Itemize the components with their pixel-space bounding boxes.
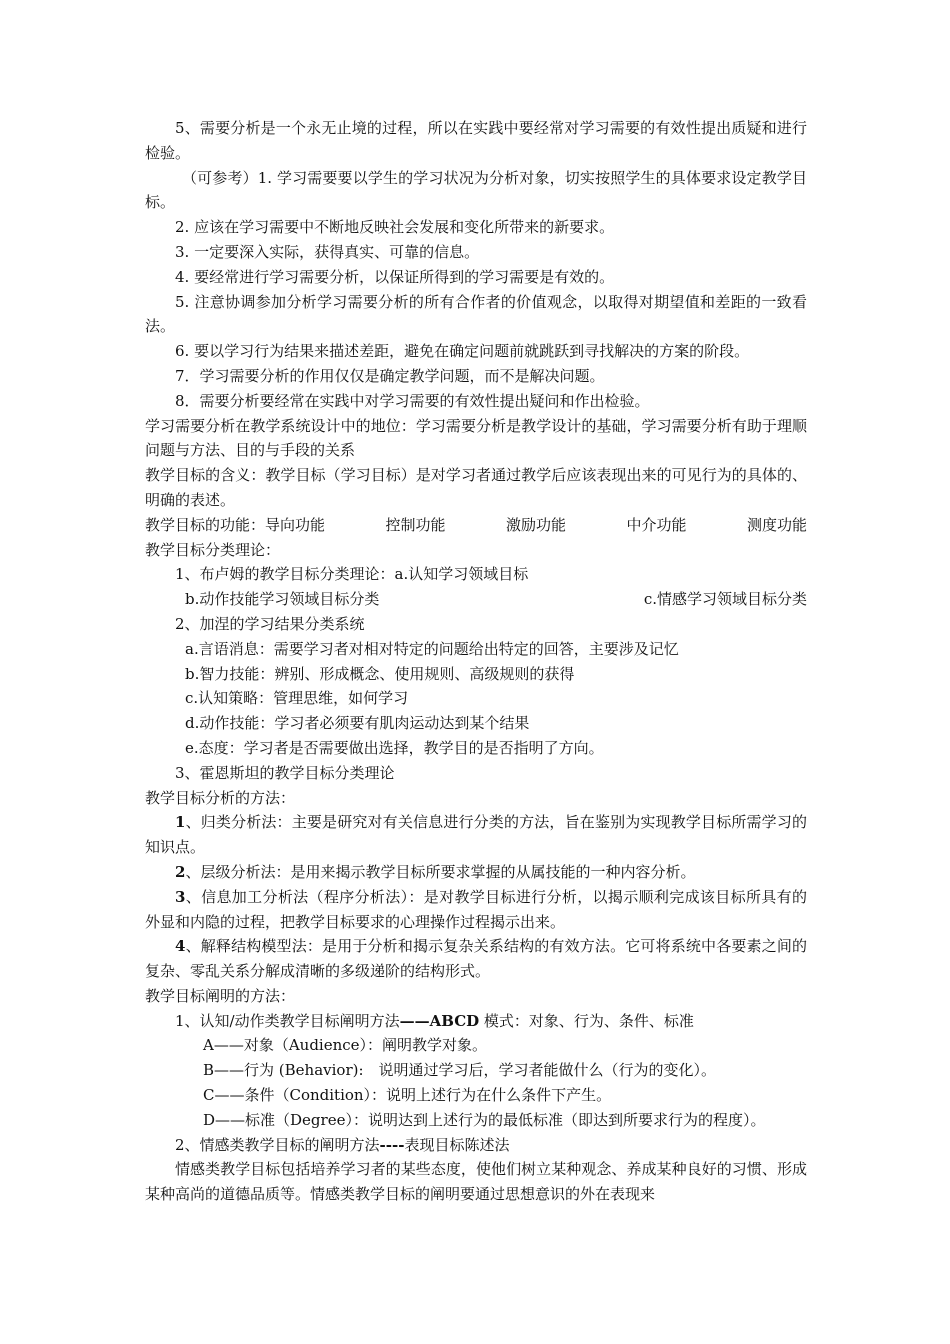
- list-item: d.动作技能：学习者必须要有肌肉运动达到某个结果: [185, 714, 530, 733]
- list-item: B——行为 (Behavior): 说明通过学习后，学习者能做什么（行为的变化）。: [203, 1061, 717, 1080]
- paragraph: 3. 一定要深入实际，获得真实、可靠的信息。: [175, 242, 480, 261]
- list-item: A——对象（Audience）：阐明教学对象。: [203, 1036, 488, 1055]
- bloom-subitems: [145, 587, 807, 612]
- method-number: 4: [175, 937, 186, 956]
- function-item: 中介功能: [626, 515, 687, 534]
- list-item: c.情感学习领域目标分类: [643, 590, 807, 609]
- list-item: b.动作技能学习领域目标分类: [185, 590, 380, 609]
- paragraph: 6. 要以学习行为结果来描述差距，避免在确定问题前就跳跃到寻找解决的方案的阶段。: [175, 342, 750, 361]
- document-body: [145, 116, 807, 1207]
- list-item: a.言语消息：需要学习者对相对特定的问题给出特定的回答，主要涉及记忆: [185, 639, 679, 658]
- paragraph: 学习需要分析在教学系统设计中的地位：学习需要分析是教学设计的基础，学习需要分析有助于理顺问题与方法、目的与手段的关系: [145, 416, 807, 460]
- abcd-suffix: 模式：对象、行为、条件、标准: [479, 1011, 694, 1030]
- paragraph: （可参考）1. 学习需要要以学生的学习状况为分析对象，切实按照学生的具体要求设定教学目标。: [145, 168, 807, 212]
- section-heading: 教学目标分类理论：: [145, 540, 281, 559]
- paragraph: 4. 要经常进行学习需要分析，以保证所得到的学习需要是有效的。: [175, 267, 615, 286]
- method-number: 2: [175, 862, 186, 881]
- list-item: e.态度：学习者是否需要做出选择，教学目的是否指明了方向。: [185, 738, 604, 757]
- abcd-bold: ——ABCD: [399, 1011, 480, 1030]
- function-item: 测度功能: [746, 515, 807, 534]
- paragraph: 情感类教学目标包括培养学习者的某些态度，使他们树立某种观念、养成某种良好的习惯、形成某种高尚的道德品质等。情感类教学目标的阐明要通过思想意识的外在表现来: [145, 1160, 807, 1204]
- list-item: b.智力技能：辨别、形成概念、使用规则、高级规则的获得: [185, 664, 575, 683]
- method-text: 、信息加工分析法（程序分析法）：是对教学目标进行分析，以揭示顺利完成该目标所具有的外显和内隐的过程，把教学目标要求的心理操作过程揭示出来。: [145, 887, 807, 931]
- paragraph: 7．学习需要分析的作用仅仅是确定教学问题，而不是解决问题。: [175, 366, 605, 385]
- method-number: 3: [175, 887, 186, 906]
- paragraph: 1、布卢姆的教学目标分类理论：a.认知学习领域目标: [175, 565, 529, 584]
- function-item: 激励功能: [505, 515, 566, 534]
- paragraph: 2. 应该在学习需要中不断地反映社会发展和变化所带来的新要求。: [175, 218, 615, 237]
- paragraph: 5. 注意协调参加分析学习需要分析的所有合作者的价值观念，以取得对期望值和差距的一致看法。: [145, 292, 807, 336]
- functions-label: 教学目标的功能：导向功能: [145, 515, 326, 534]
- abcd-prefix: 1、认知/动作类教学目标阐明方法: [175, 1011, 400, 1030]
- function-item: 控制功能: [385, 515, 446, 534]
- paragraph: 教学目标的含义：教学目标（学习目标）是对学习者通过教学后应该表现出来的可见行为的具体的、明确的表述。: [145, 466, 807, 509]
- method-number: 1: [175, 813, 186, 832]
- method-text: 、解释结构模型法：是用于分析和揭示复杂关系结构的有效方法。它可将系统中各要素之间的复杂、零乱关系分解成清晰的多级递阶的结构形式。: [145, 937, 807, 981]
- list-item: c.认知策略：管理思维，如何学习: [185, 689, 409, 708]
- functions-line: [145, 513, 807, 538]
- method-item: [145, 885, 807, 935]
- list-item: D——标准（Degree）：说明达到上述行为的最低标准（即达到所要求行为的程度）。: [203, 1110, 766, 1129]
- paragraph: 5、需要分析是一个永无止境的过程，所以在实践中要经常对学习需要的有效性提出质疑和进行检验。: [145, 119, 807, 162]
- paragraph: 3、霍恩斯坦的教学目标分类理论: [175, 763, 395, 782]
- method-text: 、归类分析法：主要是研究对有关信息进行分类的方法，旨在鉴别为实现教学目标所需学习的知识点。: [145, 813, 807, 857]
- method-item: [145, 934, 807, 984]
- paragraph: [145, 1133, 807, 1158]
- paragraph: 2、加涅的学习结果分类系统: [175, 614, 365, 633]
- affective-prefix: 2、情感类教学目标的阐明方法: [175, 1135, 380, 1154]
- method-item: [145, 810, 807, 860]
- affective-suffix: 表现目标陈述法: [404, 1135, 510, 1154]
- paragraph: 8．需要分析要经常在实践中对学习需要的有效性提出疑问和作出检验。: [175, 391, 650, 410]
- list-item: C——条件（Condition）：说明上述行为在什么条件下产生。: [203, 1086, 612, 1105]
- section-heading: 教学目标阐明的方法：: [145, 986, 296, 1005]
- method-item: [145, 860, 807, 885]
- affective-bold: ----: [379, 1135, 405, 1154]
- method-text: 、层级分析法：是用来揭示教学目标所要求掌握的从属技能的一种内容分析。: [185, 862, 696, 881]
- section-heading: 教学目标分析的方法：: [145, 788, 296, 807]
- paragraph: [145, 1009, 807, 1034]
